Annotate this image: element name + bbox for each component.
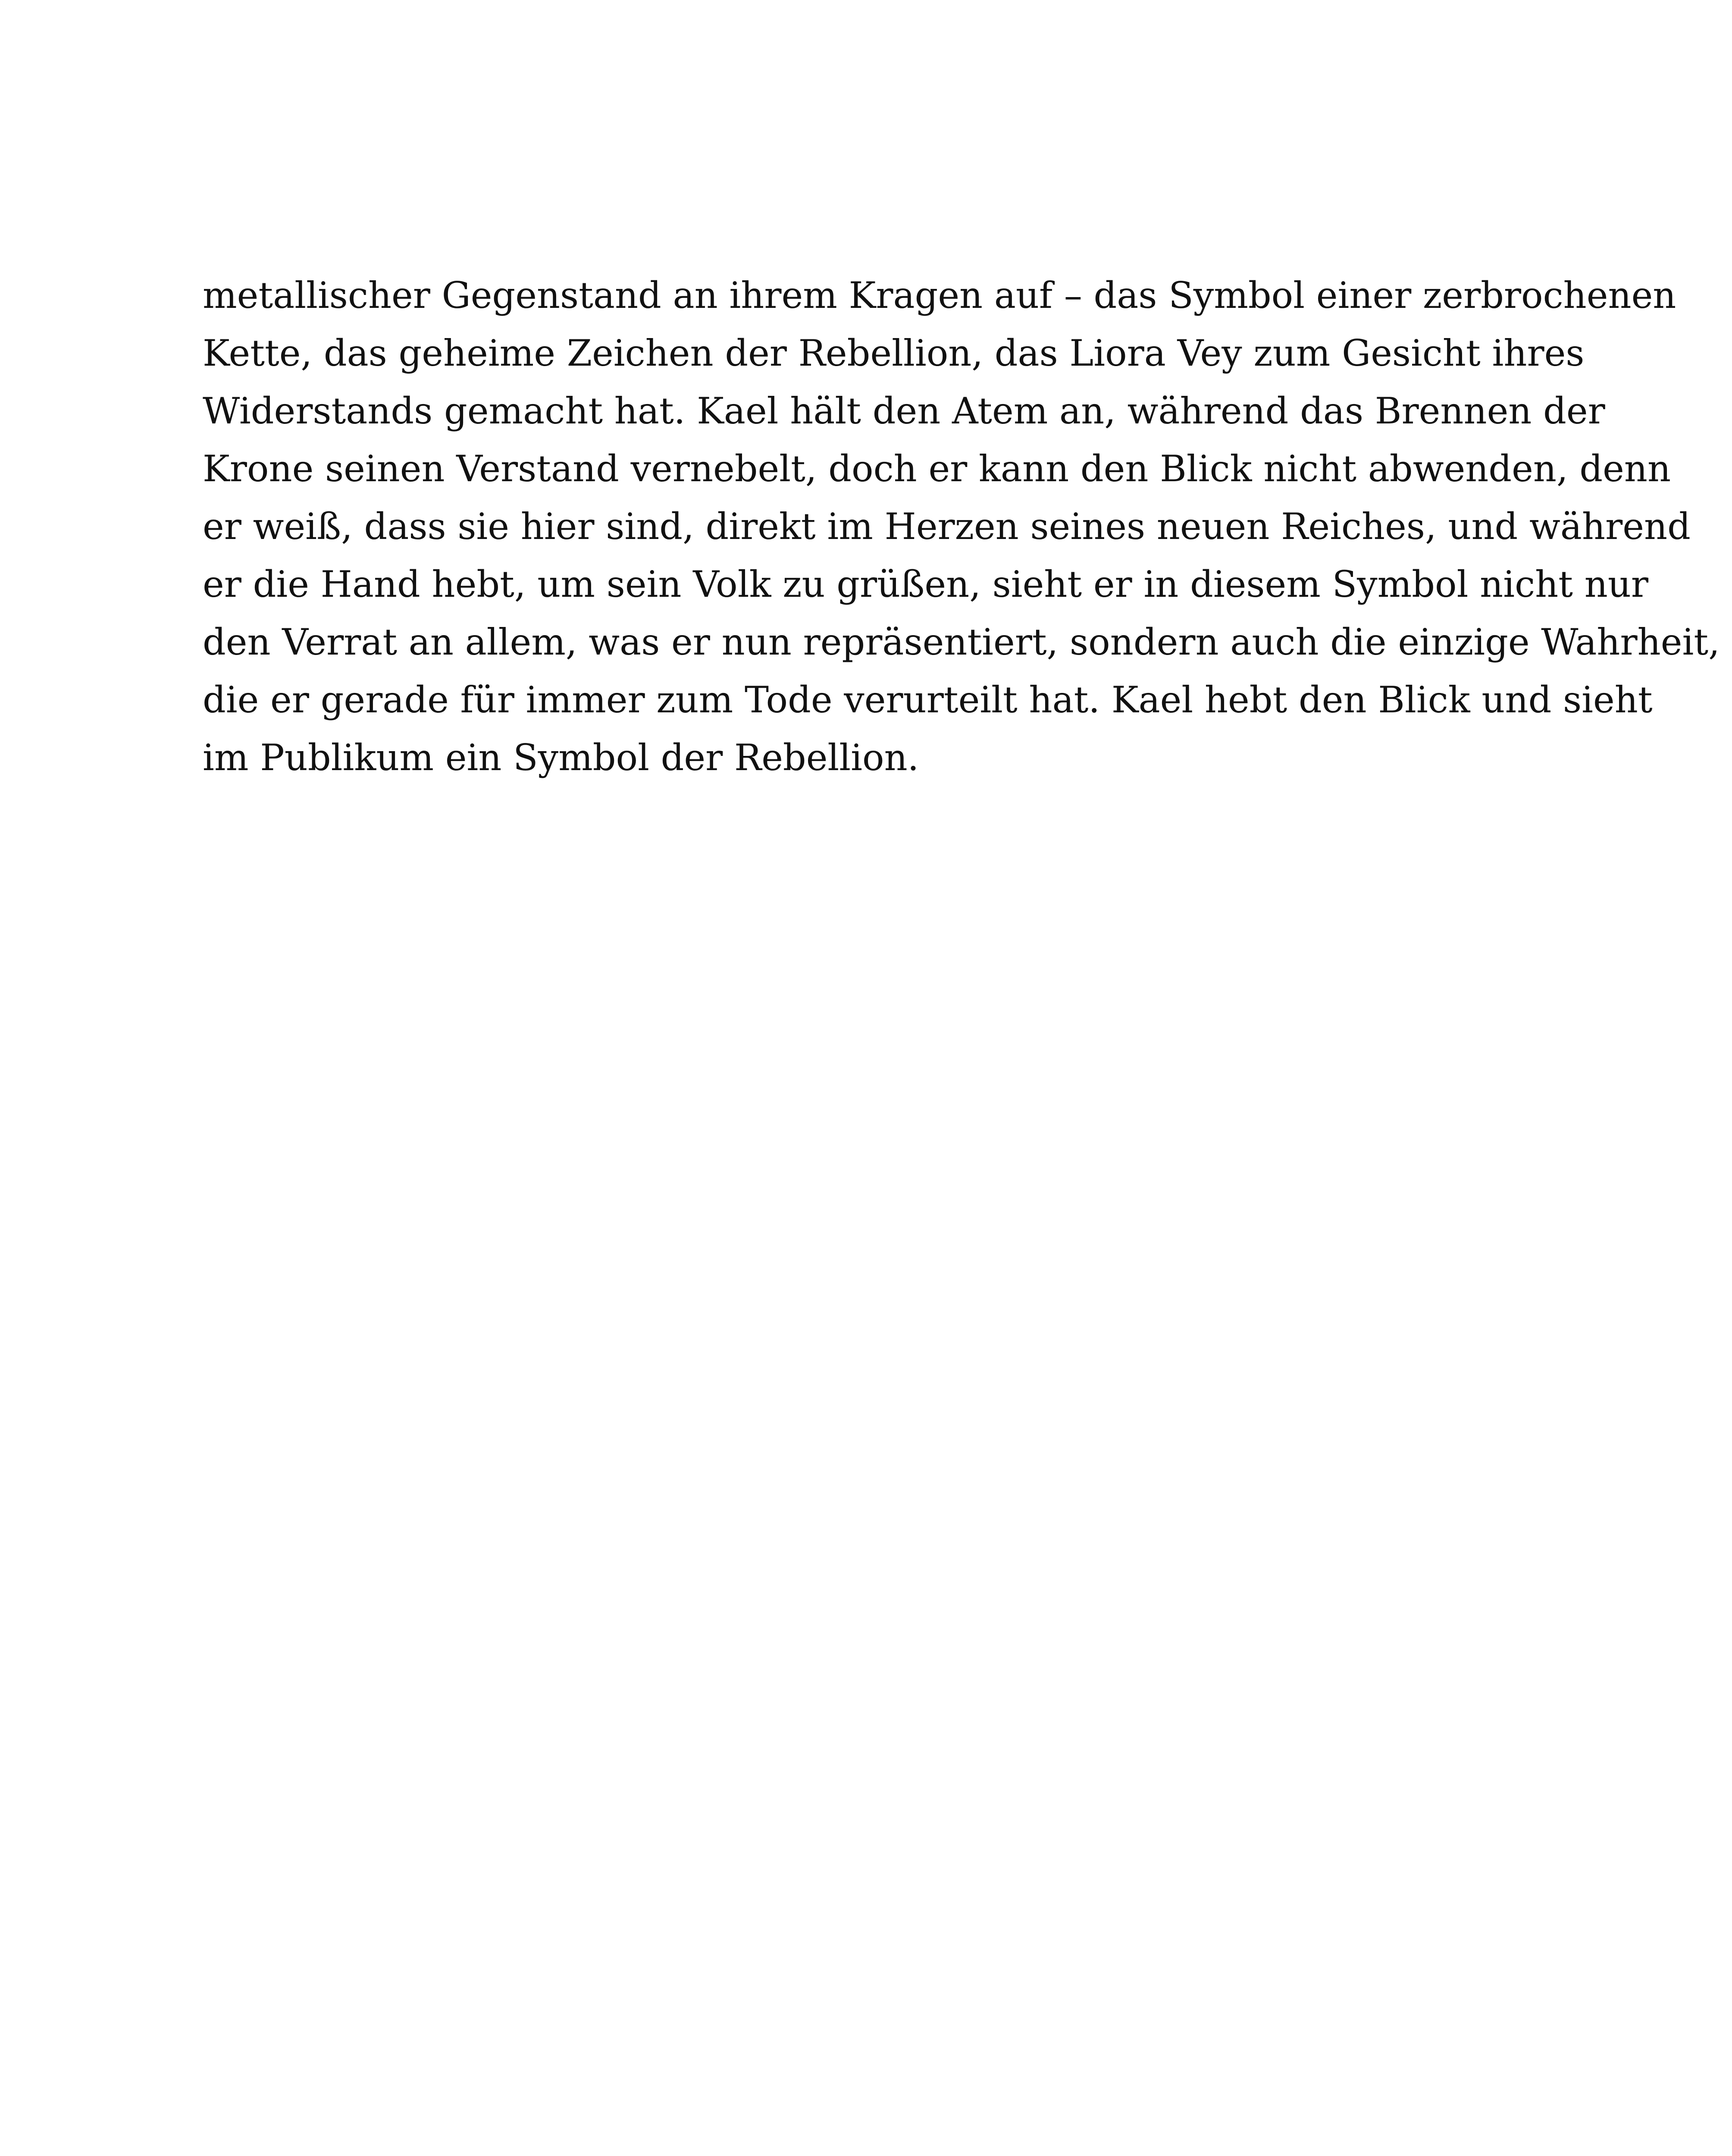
paragraph-line: den Verrat an allem, was er nun repräsentiert, sondern auch die einzige Wahrheit, — [203, 621, 1720, 663]
body-paragraph — [203, 266, 1720, 787]
paragraph-line: metallischer Gegenstand an ihrem Kragen auf – das Symbol einer zerbrochenen — [203, 274, 1676, 317]
paragraph-line: er weiß, dass sie hier sind, direkt im Herzen seines neuen Reiches, und während — [203, 505, 1691, 548]
paragraph-line: im Publikum ein Symbol der Rebellion. — [203, 736, 919, 779]
paragraph-line: Widerstands gemacht hat. Kael hält den Atem an, während das Brennen der — [203, 390, 1605, 432]
paragraph-line: er die Hand hebt, um sein Volk zu grüßen, sieht er in diesem Symbol nicht nur — [203, 563, 1649, 605]
paragraph-line: Kette, das geheime Zeichen der Rebellion, das Liora Vey zum Gesicht ihres — [203, 332, 1585, 374]
paragraph-line: Krone seinen Verstand vernebelt, doch er kann den Blick nicht abwenden, denn — [203, 448, 1671, 490]
paragraph-line: die er gerade für immer zum Tode verurteilt hat. Kael hebt den Blick und sieht — [203, 679, 1653, 721]
